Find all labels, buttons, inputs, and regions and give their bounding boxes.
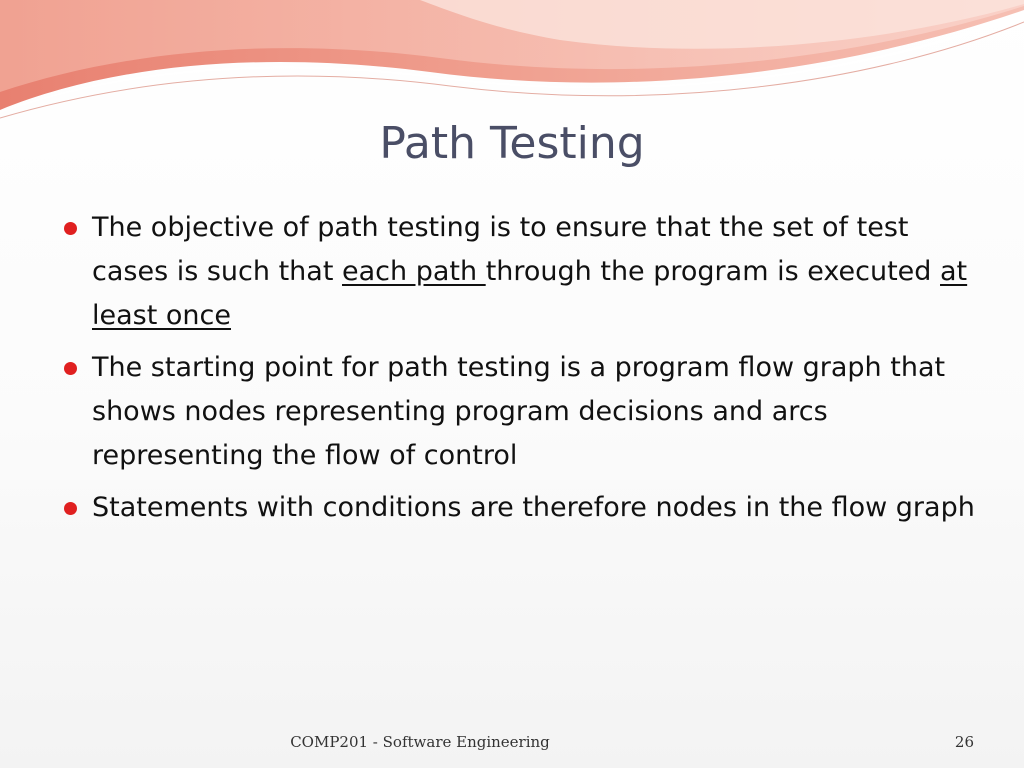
bullet-dot-icon (64, 502, 77, 515)
page-number: 26 (954, 733, 974, 751)
footer-course-label: COMP201 - Software Engineering (290, 733, 550, 751)
bullet-text-segment: Statements with conditions are therefore nodes in the flow graph (92, 492, 975, 523)
bullet-item (62, 486, 982, 530)
bullet-text-segment: The starting point for path testing is a program flow graph that shows nodes representing program decisions and arcs representing the flow of control (92, 352, 946, 471)
underlined-text-each-path: each path (342, 256, 486, 287)
bullet-dot-icon (64, 222, 77, 235)
header-wave-decoration (0, 0, 1024, 130)
slide-title: Path Testing (379, 118, 645, 169)
underlined-text-at-least-once: at least once (92, 256, 968, 331)
bullet-item (62, 206, 982, 338)
bullet-text-segment: through the program is executed (485, 256, 941, 287)
bullet-item (62, 346, 982, 478)
bullet-text-segment: The objective of path testing is to ensure that the set of test cases is such that (92, 212, 909, 287)
bullet-dot-icon (64, 362, 77, 375)
bullet-list (62, 206, 982, 538)
